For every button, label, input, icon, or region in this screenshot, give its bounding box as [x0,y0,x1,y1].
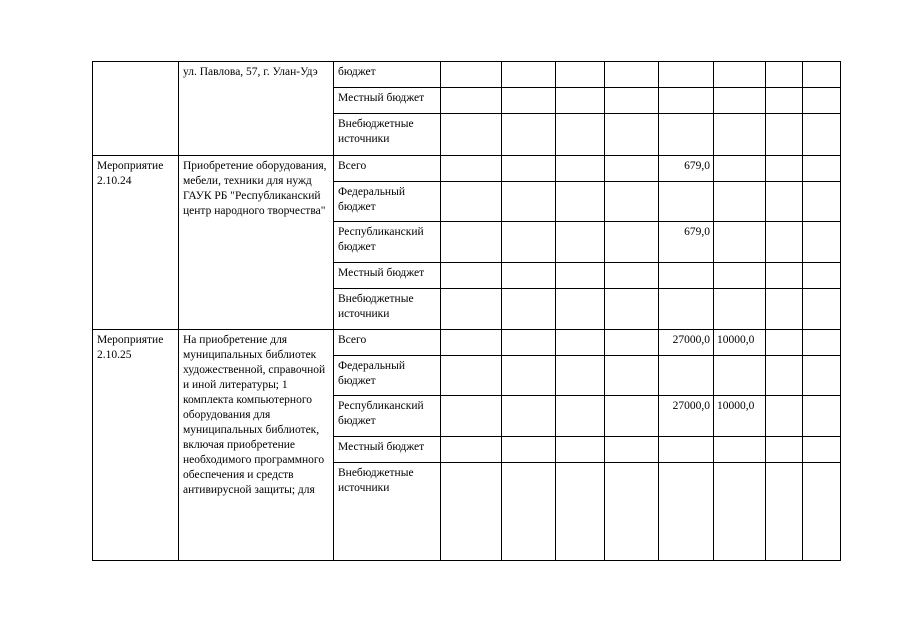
amount-cell [803,396,841,437]
amount-cell [441,182,502,222]
amount-cell [556,114,605,156]
amount-cell [556,396,605,437]
amount-cell [605,463,659,561]
amount-cell [714,62,766,88]
event-id-cell: Мероприятие 2.10.24 [93,156,179,330]
funding-source-cell: Республиканский бюджет [334,396,441,437]
funding-source-cell: Внебюджетные источники [334,114,441,156]
amount-cell: 679,0 [659,156,714,182]
amount-cell [502,330,556,356]
amount-cell [766,114,803,156]
amount-cell [502,356,556,396]
amount-cell [556,463,605,561]
amount-cell [803,263,841,289]
funding-source-cell: Местный бюджет [334,263,441,289]
amount-cell [659,182,714,222]
amount-cell [714,222,766,263]
amount-cell [605,396,659,437]
amount-cell [803,463,841,561]
amount-cell [605,88,659,114]
amount-cell [556,330,605,356]
amount-cell [441,156,502,182]
amount-cell [766,330,803,356]
amount-cell [766,156,803,182]
amount-cell [502,62,556,88]
amount-cell [502,263,556,289]
amount-cell [502,396,556,437]
table-row [93,62,841,88]
amount-cell [502,114,556,156]
amount-cell [766,289,803,330]
amount-cell [502,437,556,463]
amount-cell [766,356,803,396]
amount-cell [441,62,502,88]
amount-cell [659,263,714,289]
amount-cell [556,62,605,88]
amount-cell [766,222,803,263]
amount-cell [605,289,659,330]
funding-source-cell: Федеральный бюджет [334,182,441,222]
amount-cell [502,88,556,114]
event-id-cell: Мероприятие 2.10.25 [93,330,179,561]
amount-cell [556,356,605,396]
amount-cell [605,182,659,222]
event-name-cell: ул. Павлова, 57, г. Улан-Удэ [179,62,334,156]
amount-cell [714,263,766,289]
amount-cell [803,182,841,222]
amount-cell [803,330,841,356]
amount-cell [803,62,841,88]
amount-cell [441,396,502,437]
funding-source-cell: Внебюджетные источники [334,289,441,330]
amount-cell [766,88,803,114]
amount-cell [659,463,714,561]
amount-cell [714,437,766,463]
amount-cell: 10000,0 [714,396,766,437]
amount-cell [556,156,605,182]
amount-cell [803,88,841,114]
amount-cell [803,222,841,263]
amount-cell [766,396,803,437]
amount-cell [605,356,659,396]
budget-table [92,61,841,561]
amount-cell [441,88,502,114]
amount-cell [556,182,605,222]
event-id-cell [93,62,179,156]
amount-cell [803,437,841,463]
amount-cell [659,289,714,330]
funding-source-cell: Республиканский бюджет [334,222,441,263]
amount-cell [659,114,714,156]
funding-source-cell: Всего [334,156,441,182]
funding-source-cell: Внебюджетные источники [334,463,441,561]
amount-cell [605,156,659,182]
amount-cell [659,437,714,463]
amount-cell [766,463,803,561]
amount-cell [659,88,714,114]
amount-cell: 679,0 [659,222,714,263]
amount-cell: 10000,0 [714,330,766,356]
funding-source-cell: Местный бюджет [334,88,441,114]
funding-source-cell: Всего [334,330,441,356]
funding-source-cell: бюджет [334,62,441,88]
amount-cell [441,222,502,263]
amount-cell [441,330,502,356]
amount-cell [441,289,502,330]
table-row [93,330,841,356]
amount-cell [714,289,766,330]
amount-cell [441,356,502,396]
amount-cell [659,356,714,396]
amount-cell [556,88,605,114]
table-row [93,156,841,182]
amount-cell [605,222,659,263]
amount-cell [605,114,659,156]
amount-cell [766,62,803,88]
amount-cell [605,330,659,356]
amount-cell [714,156,766,182]
amount-cell [556,263,605,289]
amount-cell [441,263,502,289]
amount-cell [605,263,659,289]
amount-cell [441,114,502,156]
amount-cell [556,437,605,463]
amount-cell [441,463,502,561]
amount-cell [803,156,841,182]
amount-cell: 27000,0 [659,396,714,437]
funding-source-cell: Местный бюджет [334,437,441,463]
amount-cell [556,289,605,330]
amount-cell [714,463,766,561]
amount-cell [502,289,556,330]
amount-cell [714,114,766,156]
amount-cell [803,356,841,396]
funding-source-cell: Федеральный бюджет [334,356,441,396]
amount-cell [605,62,659,88]
amount-cell [605,437,659,463]
event-name-cell: Приобретение оборудования, мебели, техники для нужд ГАУК РБ "Республиканский центр народного творчества" [179,156,334,330]
amount-cell [803,289,841,330]
amount-cell [766,182,803,222]
amount-cell [441,437,502,463]
amount-cell [803,114,841,156]
amount-cell [714,356,766,396]
amount-cell: 27000,0 [659,330,714,356]
amount-cell [502,156,556,182]
amount-cell [714,88,766,114]
amount-cell [766,437,803,463]
amount-cell [659,62,714,88]
amount-cell [502,463,556,561]
event-name-cell: На приобретение для муниципальных библиотек художественной, справочной и иной литературы; 1 комплекта компьютерного оборудования для муниципальных библиотек, включая приобретение необходимого программного обеспечения и средств антивирусной защиты; для [179,330,334,561]
amount-cell [714,182,766,222]
amount-cell [502,182,556,222]
amount-cell [502,222,556,263]
amount-cell [766,263,803,289]
amount-cell [556,222,605,263]
